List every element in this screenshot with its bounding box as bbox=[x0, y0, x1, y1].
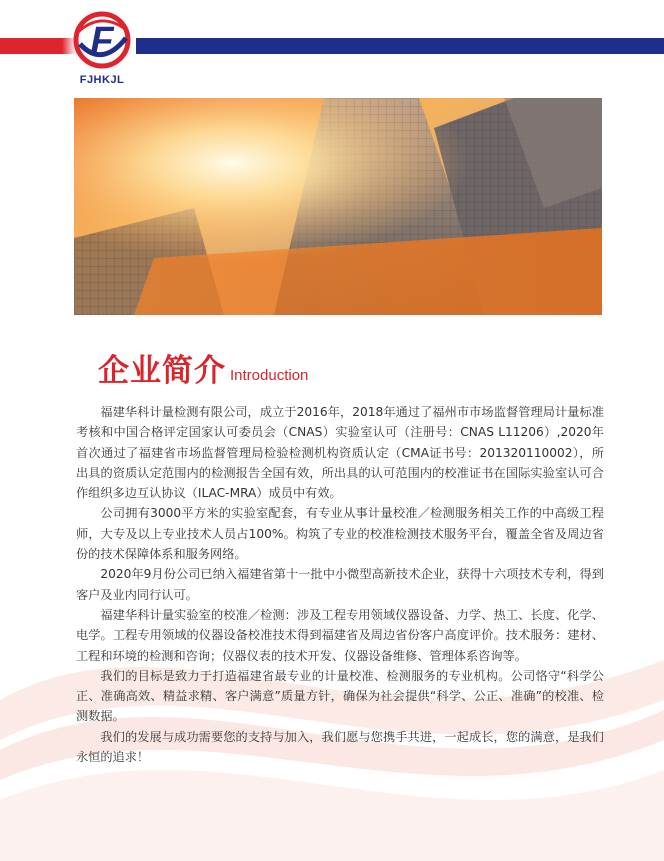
intro-paragraph: 福建华科计量实验室的校准／检测：涉及工程专用领域仪器设备、力学、热工、长度、化学、电学。工程专用领域的仪器设备校准技术得到福建省及周边省份客户高度评价。技术服务：建材、工程和环境的检测和咨询；仪器仪表的技术开发、仪器设备维修、管理体系咨询等。 bbox=[76, 607, 604, 663]
intro-paragraph: 我们的目标是致力于打造福建省最专业的计量校准、检测服务的专业机构。公司恪守“科学公正、准确高效、精益求精、客户满意”质量方针，确保为社会提供“科学、公正、准确”的校准、检测数据。 bbox=[76, 668, 604, 724]
header-blue-stripe bbox=[136, 38, 664, 54]
intro-body bbox=[76, 402, 604, 767]
section-title-cn: 企业简介 bbox=[98, 353, 226, 389]
section-title-en: Introduction bbox=[230, 367, 309, 384]
hero-image bbox=[74, 98, 602, 315]
logo-letter: F bbox=[90, 20, 114, 62]
header-red-stripe bbox=[0, 38, 62, 54]
company-logo bbox=[66, 10, 138, 90]
intro-paragraph: 公司拥有3000平方米的实验室配套，有专业从事计量校准／检测服务相关工作的中高级工程师，大专及以上专业技术人员占100%。构筑了专业的校准检测技术服务平台，覆盖全省及周边省份的技术保障体系和服务网络。 bbox=[76, 506, 604, 562]
intro-paragraph: 2020年9月份公司已纳入福建省第十一批中小微型高新技术企业，获得十六项技术专利，得到客户及业内同行认可。 bbox=[76, 567, 604, 602]
logo-text: FJHKJL bbox=[79, 74, 125, 86]
logo-mark-icon bbox=[72, 10, 132, 70]
intro-paragraph: 福建华科计量检测有限公司，成立于2016年，2018年通过了福州市市场监督管理局计量标准考核和中国合格评定国家认可委员会（CNAS）实验室认可（注册号：CNAS L11206）,2020年首次通过了福建省市场监督管理局检验检测机构资质认定（CMA证书号：201320110002），所出具的资质认定范围内的检测报告全国有效，所出具的认可范围内的校准证书在国际实验室认可合作组织多边互认协议（ILAC-MRA）成员中有效。 bbox=[76, 405, 604, 501]
section-title bbox=[98, 348, 308, 388]
skyscraper-photo-icon bbox=[74, 98, 602, 315]
intro-paragraph: 我们的发展与成功需要您的支持与加入，我们愿与您携手共进，一起成长，您的满意，是我们永恒的追求！ bbox=[76, 729, 604, 765]
